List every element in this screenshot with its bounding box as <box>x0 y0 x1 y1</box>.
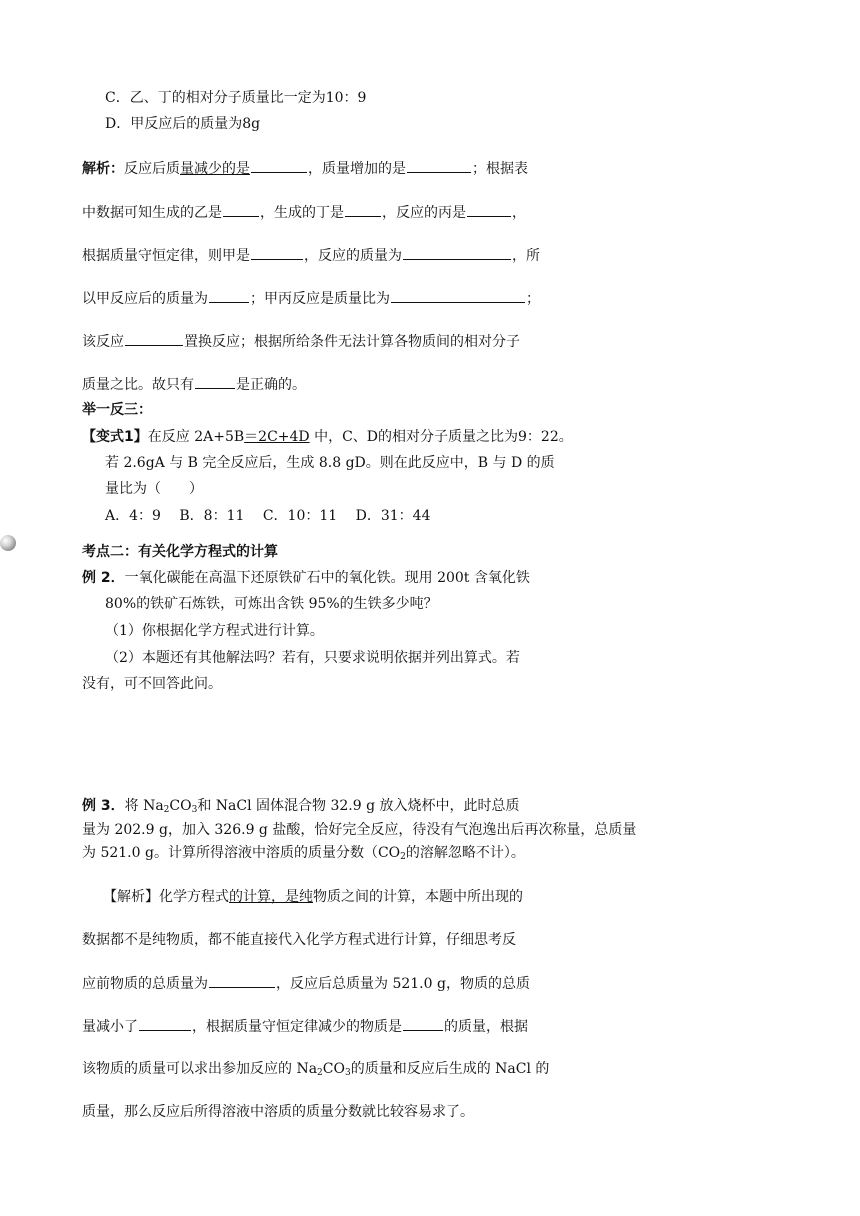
answer-blank[interactable] <box>391 288 525 303</box>
answer-blank[interactable] <box>467 202 511 217</box>
analysis-tag: 【解析】 <box>103 889 159 905</box>
analysis3-line6: 质量，那么反应后所得溶液中溶质的质量分数就比较容易求了。 <box>82 1104 474 1120</box>
analysis1-line1: 解析：反应后质量减少的是 ，质量增加的是 ；根据表 <box>82 158 528 179</box>
example3-line2: 量为 202.9 g，加入 326.9 g 盐酸，恰好完全反应，待没有气泡逸出后再次称量，总质量 <box>82 822 637 838</box>
example2-line3: （1）你根据化学方程式进行计算。 <box>105 623 324 639</box>
analysis3-line2: 数据都不是纯物质，都不能直接代入化学方程式进行计算，仔细思考反 <box>82 932 516 948</box>
example3-line3: 为 521.0 g。计算所得溶液中溶质的质量分数（$CO_2$的溶解忽略不计）。 <box>82 845 525 862</box>
analysis1-line2: 中数据可知生成的乙是 ，生成的丁是 ，反应的丙是 ， <box>82 202 526 223</box>
variant-tag: 【变式1】 <box>82 429 148 445</box>
variant-line1: 【变式1】在反应 2A+5B＝2C+4D 中，C、D的相对分子质量之比为9：22。 <box>82 429 573 445</box>
option-d: D．甲反应后的质量为8g <box>105 116 261 132</box>
analysis1-line4: 以甲反应后的质量为 ；甲丙反应是质量比为 ； <box>82 288 540 309</box>
analysis-label: 解析： <box>82 161 124 177</box>
example2-line4: （2）本题还有其他解法吗？若有，只要求说明依据并列出算式。若 <box>105 650 520 666</box>
example-label: 例 3． <box>82 798 125 814</box>
example2-line5: 没有，可不回答此问。 <box>82 676 222 692</box>
variant-options: A．4：9 B．8：11 C．10：11 D．31：44 <box>105 508 431 524</box>
answer-blank[interactable] <box>251 158 307 173</box>
example-label: 例 2． <box>82 570 125 586</box>
analysis1-line6: 质量之比。故只有 是正确的。 <box>82 374 306 395</box>
answer-blank[interactable] <box>125 331 183 346</box>
answer-blank[interactable] <box>195 374 235 389</box>
example2-line1: 例 2．一氧化碳能在高温下还原铁矿石中的氧化铁。现用 200t 含氧化铁 <box>82 570 530 586</box>
answer-blank[interactable] <box>251 245 303 260</box>
answer-blank[interactable] <box>223 202 259 217</box>
variant-heading: 举一反三： <box>82 402 152 418</box>
section-heading: 考点二：有关化学方程式的计算 <box>82 544 278 560</box>
answer-blank[interactable] <box>403 1016 443 1031</box>
option-c: C．乙、丁的相对分子质量比一定为10：9 <box>105 90 367 106</box>
bullet-icon <box>0 535 16 551</box>
analysis3-line1: 【解析】化学方程式的计算，是纯物质之间的计算，本题中所出现的 <box>103 889 523 905</box>
answer-blank[interactable] <box>407 158 471 173</box>
answer-blank[interactable] <box>403 245 511 260</box>
example3-line1: 例 3．将 $Na_2CO_3$和 NaCl 固体混合物 32.9 g 放入烧杯中，此时总质 <box>82 798 520 815</box>
analysis1-line5: 该反应 置换反应；根据所给条件无法计算各物质间的相对分子 <box>82 331 520 352</box>
analysis1-line3: 根据质量守恒定律，则甲是 ，反应的质量为 ，所 <box>82 245 540 266</box>
example2-line2: 80%的铁矿石炼铁，可炼出含铁 95%的生铁多少吨？ <box>105 596 438 612</box>
variant-line3: 量比为（ ） <box>105 481 203 497</box>
analysis3-line3: 应前物质的总质量为 ，反应后总质量为 521.0 g，物质的总质 <box>82 973 530 994</box>
answer-blank[interactable] <box>209 973 275 988</box>
analysis3-line4: 量减小了 ，根据质量守恒定律减少的物质是 的质量，根据 <box>82 1016 528 1037</box>
answer-blank[interactable] <box>209 288 249 303</box>
variant-line2: 若 2.6gA 与 B 完全反应后，生成 8.8 gD。则在此反应中，B 与 D 的质 <box>105 455 555 471</box>
analysis3-line5: 该物质的质量可以求出参加反应的 $Na_2CO_3$的质量和反应后生成的 NaCl 的 <box>82 1061 550 1078</box>
answer-blank[interactable] <box>345 202 381 217</box>
answer-blank[interactable] <box>139 1016 191 1031</box>
